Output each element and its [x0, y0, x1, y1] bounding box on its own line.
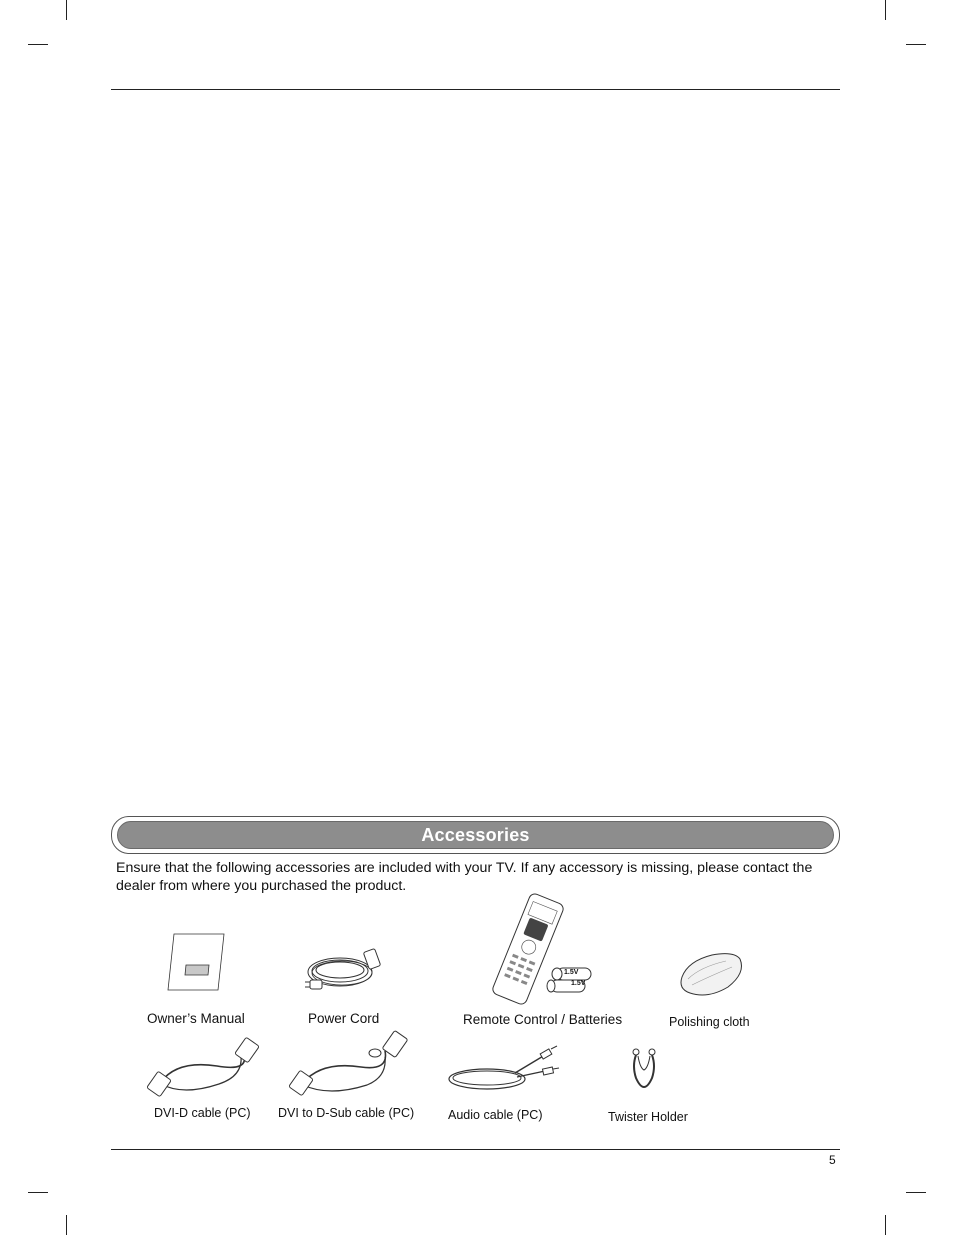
crop-mark — [66, 0, 67, 20]
owners-manual-label: Owner’s Manual — [147, 1011, 245, 1026]
dvi-d-cable-icon — [147, 1038, 265, 1100]
footer-rule — [111, 1149, 840, 1150]
crop-mark — [66, 1215, 67, 1235]
power-cord-label: Power Cord — [308, 1011, 380, 1026]
crop-mark — [906, 1192, 926, 1193]
crop-mark — [28, 1192, 48, 1193]
crop-mark — [28, 44, 48, 45]
section-banner-fill — [117, 821, 834, 849]
polishing-cloth-icon — [678, 949, 746, 997]
polishing-cloth-label: Polishing cloth — [669, 1015, 750, 1029]
dvi-d-cable-label: DVI-D cable (PC) — [154, 1106, 251, 1120]
power-cord-icon — [302, 944, 386, 996]
audio-cable-icon — [445, 1043, 561, 1095]
crop-mark — [885, 0, 886, 20]
twister-holder-label: Twister Holder — [608, 1110, 688, 1124]
crop-mark — [885, 1215, 886, 1235]
battery-voltage-label: 1.5V — [571, 980, 586, 987]
owners-manual-icon — [168, 934, 224, 990]
crop-mark — [906, 44, 926, 45]
section-title: Accessories — [421, 824, 530, 845]
twister-holder-icon — [626, 1046, 662, 1098]
remote-batteries-label: Remote Control / Batteries — [463, 1012, 623, 1027]
battery-voltage-label: 1.5V — [564, 969, 579, 976]
intro-paragraph: Ensure that the following accessories are included with your TV. If any accessory is missing, please contact the dealer from where you purchased the product. — [116, 860, 813, 894]
dvi-dsub-cable-icon — [289, 1031, 413, 1099]
page-number: 5 — [829, 1153, 836, 1167]
header-rule — [111, 89, 840, 90]
section-banner — [111, 816, 840, 854]
audio-cable-label: Audio cable (PC) — [448, 1108, 543, 1122]
dvi-dsub-cable-label: DVI to D-Sub cable (PC) — [278, 1106, 415, 1120]
